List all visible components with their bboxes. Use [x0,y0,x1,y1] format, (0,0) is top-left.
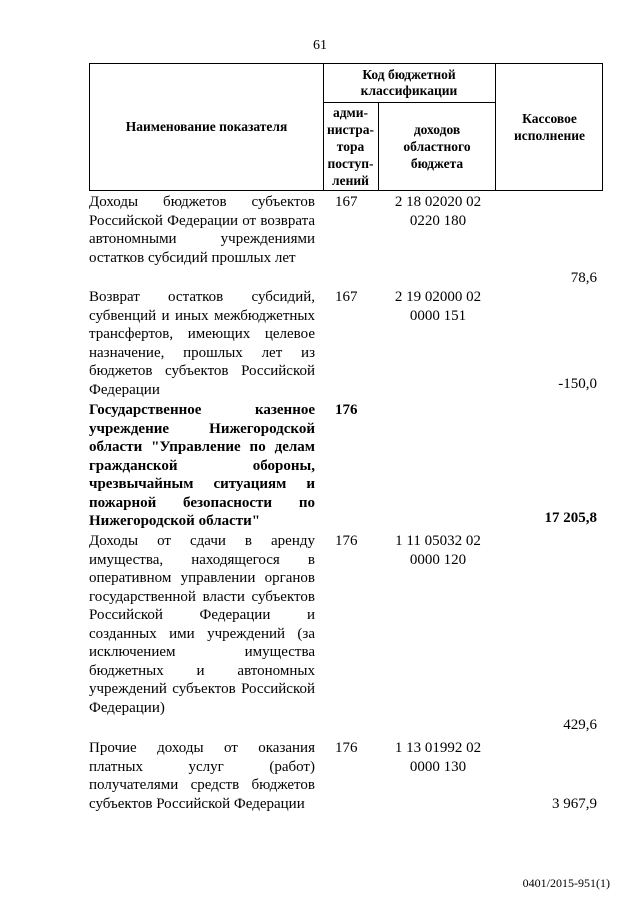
row-amount: -150,0 [558,376,597,392]
row-admin-code: 167 [335,289,358,305]
row-name: Доходы от сдачи в аренду имущества, находящегося в оперативном управлении органов государственной власти субъектов Российской Федерации и созданных ими учреждений (за исключением имущества бюджетных и автономных учреждений субъектов Российской Федерации) [89,533,315,716]
row-income-code: 1 13 01992 02 0000 130 [394,740,482,775]
header-code-group: Код бюджетной классификации [323,64,495,103]
row-amount: 17 205,8 [544,510,597,526]
page-number: 61 [313,38,327,53]
row-admin-code: 176 [335,402,358,418]
row-amount: 78,6 [570,270,597,286]
row-income-code: 2 18 02020 02 0220 180 [394,194,482,229]
row-admin-code: 176 [335,533,358,549]
header-income: доходов областного бюджета [403,121,471,171]
header-name: Наименование показателя [90,64,324,190]
row-name: Государственное казенное учреждение Нижегородской области "Управление по делам гражданской обороны, чрезвычайным ситуациям и пожарной безопасности по Нижегородской области" [89,402,315,529]
row-admin-code: 176 [335,740,358,756]
row-income-code: 2 19 02000 02 0000 151 [394,289,482,324]
row-name: Возврат остатков субсидий, субвенций и иных межбюджетных трансфертов, имеющих целевое назначение, прошлых лет из бюджетов субъектов Российской Федерации [89,289,315,398]
row-amount: 3 967,9 [552,796,597,812]
row-amount: 429,6 [563,717,597,733]
header-execution: Кассовое исполнение [495,64,603,190]
row-admin-code: 167 [335,194,358,210]
document-footer-code: 0401/2015-951(1) [522,876,610,890]
table-header [89,63,603,191]
row-name: Доходы бюджетов субъектов Российской Федерации от возврата автономными учреждениями остатков субсидий прошлых лет [89,194,315,266]
row-income-code: 1 11 05032 02 0000 120 [395,533,481,568]
row-name: Прочие доходы от оказания платных услуг (работ) получателями средств бюджетов субъектов Российской Федерации [89,740,315,812]
header-admin: адми-нистра-тора поступ-лений [323,102,379,190]
